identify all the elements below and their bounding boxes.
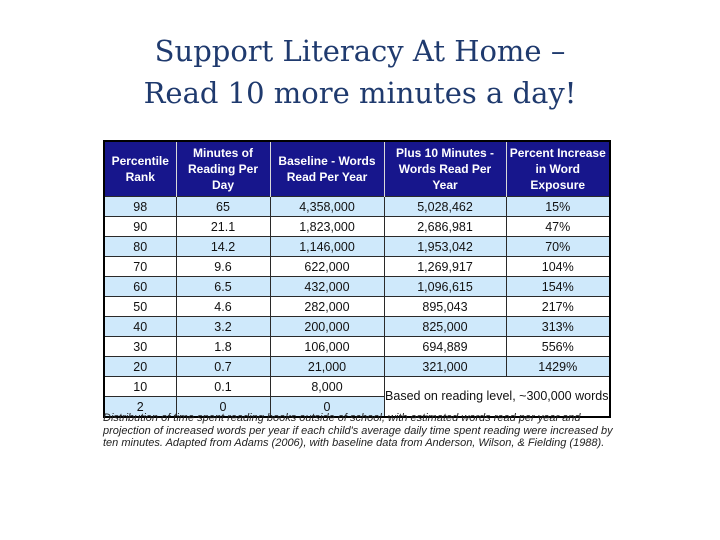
table-cell: 2 — [104, 397, 176, 418]
table-caption: Distribution of time spent reading books outside of school, with estimated words read per year and projection of increased words per year if each child's average daily time spent reading were increased by ten minutes. Adapted from Adams (2006), with baseline data from Anderson, Wilson, & Fielding (1988). — [103, 412, 613, 449]
table-cell: 65 — [176, 197, 270, 217]
table-cell: 8,000 — [270, 377, 384, 397]
table-cell: 217% — [506, 297, 610, 317]
table-cell: 895,043 — [384, 297, 506, 317]
header-percentile-rank: Percentile Rank — [104, 141, 176, 197]
table-cell: 200,000 — [270, 317, 384, 337]
slide-title — [0, 30, 720, 114]
table-cell: 6.5 — [176, 277, 270, 297]
table-cell: 9.6 — [176, 257, 270, 277]
table-cell: 10 — [104, 377, 176, 397]
table-cell: 0 — [270, 397, 384, 418]
table-cell: 1,269,917 — [384, 257, 506, 277]
table-cell: 106,000 — [270, 337, 384, 357]
reading-data-table — [103, 140, 611, 418]
table-row — [104, 217, 610, 237]
table-row — [104, 337, 610, 357]
table-cell: 4,358,000 — [270, 197, 384, 217]
header-percent-increase: Percent Increase in Word Exposure — [506, 141, 610, 197]
table-cell: 21,000 — [270, 357, 384, 377]
table-row — [104, 257, 610, 277]
table-cell: 154% — [506, 277, 610, 297]
table-cell: 432,000 — [270, 277, 384, 297]
table-cell: 313% — [506, 317, 610, 337]
table-cell: 2,686,981 — [384, 217, 506, 237]
table-cell: 321,000 — [384, 357, 506, 377]
table-row — [104, 357, 610, 377]
table-cell: 21.1 — [176, 217, 270, 237]
table-cell: 104% — [506, 257, 610, 277]
table-row — [104, 237, 610, 257]
reading-table-container — [103, 140, 609, 418]
table-cell: 70 — [104, 257, 176, 277]
table-cell: 694,889 — [384, 337, 506, 357]
table-cell: 4.6 — [176, 297, 270, 317]
table-cell: 282,000 — [270, 297, 384, 317]
table-cell: 50 — [104, 297, 176, 317]
table-row — [104, 317, 610, 337]
table-cell: 0.1 — [176, 377, 270, 397]
header-baseline-words: Baseline - Words Read Per Year — [270, 141, 384, 197]
table-cell: 60 — [104, 277, 176, 297]
table-row — [104, 277, 610, 297]
table-cell: 1,146,000 — [270, 237, 384, 257]
table-cell: 1429% — [506, 357, 610, 377]
table-cell: 3.2 — [176, 317, 270, 337]
table-cell: 40 — [104, 317, 176, 337]
table-row — [104, 197, 610, 217]
table-cell: 1,096,615 — [384, 277, 506, 297]
table-cell: 5,028,462 — [384, 197, 506, 217]
table-cell: 70% — [506, 237, 610, 257]
table-cell: 0 — [176, 397, 270, 418]
table-cell: 98 — [104, 197, 176, 217]
table-cell: 30 — [104, 337, 176, 357]
table-cell: 15% — [506, 197, 610, 217]
table-cell: 1,953,042 — [384, 237, 506, 257]
title-line-2: Read 10 more minutes a day! — [143, 76, 577, 110]
table-cell: 80 — [104, 237, 176, 257]
table-row — [104, 297, 610, 317]
table-cell: 0.7 — [176, 357, 270, 377]
tail-note-cell: Based on reading level, ~300,000 words — [384, 377, 610, 418]
table-cell: 1.8 — [176, 337, 270, 357]
table-cell: 1,823,000 — [270, 217, 384, 237]
table-row — [104, 377, 610, 397]
table-cell: 90 — [104, 217, 176, 237]
header-minutes-per-day: Minutes of Reading Per Day — [176, 141, 270, 197]
table-cell: 14.2 — [176, 237, 270, 257]
table-header-row — [104, 141, 610, 197]
table-cell: 622,000 — [270, 257, 384, 277]
table-cell: 20 — [104, 357, 176, 377]
table-cell: 47% — [506, 217, 610, 237]
table-cell: 825,000 — [384, 317, 506, 337]
header-plus-10-minutes: Plus 10 Minutes - Words Read Per Year — [384, 141, 506, 197]
title-line-1: Support Literacy At Home – — [154, 34, 566, 68]
table-cell: 556% — [506, 337, 610, 357]
